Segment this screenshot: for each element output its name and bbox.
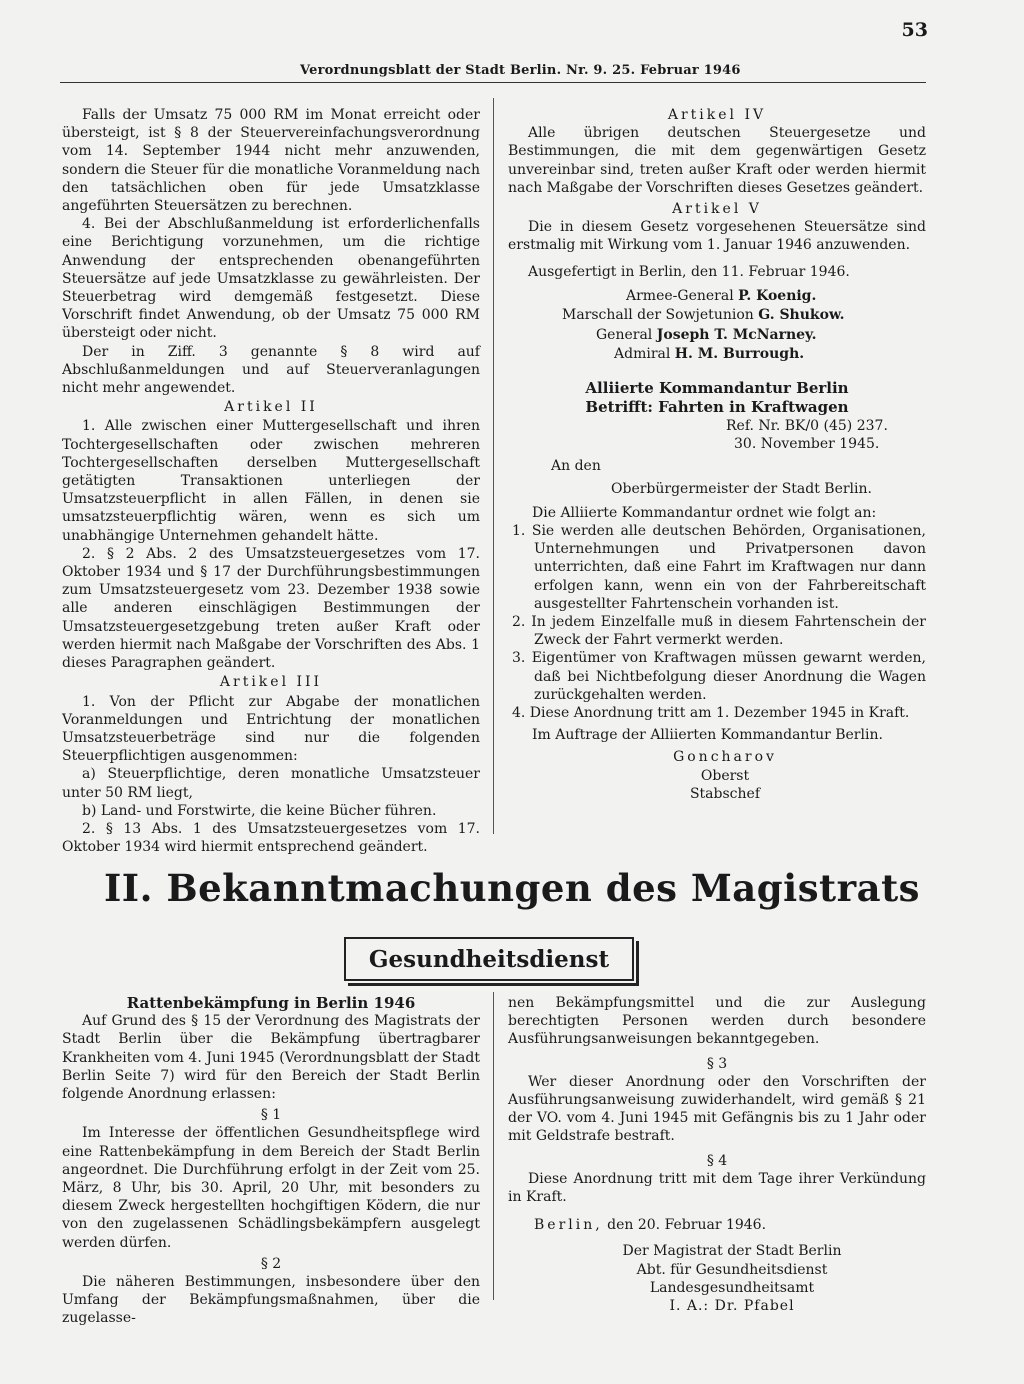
paragraph: Falls der Umsatz 75 000 RM im Monat erreicht oder übersteigt, ist § 8 der Steuervereinfachungsverordnung vom 14. September 1944 nicht mehr anzuwenden, sondern die Steuer für die monatliche Voranmeldung nach den tatsächlichen oben für jede Umsatzklasse angeführten Steuersätzen zu berechnen. — [62, 107, 480, 215]
paragraph: Die näheren Bestimmungen, insbesondere über den Umfang der Bekämpfungsmaßnahmen, über die zugelasse- — [62, 1274, 480, 1327]
page-number: 53 — [901, 19, 928, 41]
paragraph: a) Steuerpflichtige, deren monatliche Umsatzsteuer unter 50 RM liegt, — [62, 766, 480, 801]
order-item: 3. Eigentümer von Kraftwagen müssen gewarnt werden, daß bei Nichtbefolgung dieser Anordnung die Wagen zurückgehalten werden. — [512, 650, 926, 703]
paragraph: 4. Bei der Abschlußanmeldung ist erforderlichenfalls eine Berichtigung vorzunehmen, um die richtige Anwendung der entsprechenden obenangeführten Steuersätze auf jede Umsatzklasse zu gewährleisten. Der Steuerbetrag wird demgemäß festgesetzt. Diese Vorschrift findet Anwendung, ob der Umsatz 75 000 RM übersteigt oder nicht. — [62, 216, 480, 342]
signer: I. A.: Dr. Pfabel — [669, 1298, 795, 1315]
signatory: Admiral H. M. Burrough. — [614, 346, 805, 363]
reference-date: 30. November 1945. — [734, 436, 880, 453]
paragraph-sign: § 1 — [260, 1107, 282, 1124]
paragraph-sign: § 3 — [706, 1055, 728, 1072]
right-upper-column — [508, 106, 926, 803]
reference: Ref. Nr. BK/0 (45) 237. — [726, 418, 888, 435]
article-heading: Artikel II — [224, 399, 318, 416]
paragraph: 1. Alle zwischen einer Muttergesellschaft und ihren Tochtergesellschaften oder zwischen mehreren Tochtergesellschaften derselben Muttergesellschaft getätigten Transaktionen unterliegen der Umsatzsteuerpflicht in allen Fällen, in denen sie umsatzsteuerpflichtig wären, wenn es sich um unabhängige Unternehmen gehandelt hätte. — [62, 418, 480, 544]
signer-role: Stabschef — [689, 785, 761, 802]
order-item: 4. Diese Anordnung tritt am 1. Dezember 1945 in Kraft. — [512, 705, 910, 722]
running-header: Verordnungsblatt der Stadt Berlin. Nr. 9. 25. Februar 1946 — [300, 63, 741, 78]
paragraph: nen Bekämpfungsmittel und die zur Auslegung berechtigten Personen werden durch besondere Ausführungsanweisungen bekanntgegeben. — [508, 995, 926, 1048]
right-lower-column — [508, 994, 926, 1315]
paragraph: 2. § 13 Abs. 1 des Umsatzsteuergesetzes vom 17. Oktober 1934 wird hiermit entsprechend geändert. — [62, 820, 480, 856]
signatories — [508, 287, 926, 365]
header-rule — [60, 82, 926, 83]
paragraph-sign: § 4 — [706, 1152, 728, 1169]
paragraph: b) Land- und Forstwirte, die keine Bücher führen. — [82, 802, 437, 819]
authority-line: Der Magistrat der Stadt Berlin — [622, 1243, 842, 1260]
authority-line: Abt. für Gesundheitsdienst — [636, 1261, 828, 1278]
recipient: Oberbürgermeister der Stadt Berlin. — [611, 480, 872, 497]
signer-name: Goncharov — [673, 749, 777, 766]
kommandantur-title: Alliierte Kommandantur Berlin — [585, 378, 849, 397]
paragraph: 1. Von der Pflicht zur Abgabe der monatlichen Voranmeldungen und Entrichtung der monatlichen Umsatzsteuerbeträge sind nur die folgenden Steuerpflichtigen ausgenommen: — [62, 693, 480, 765]
article-heading: Artikel IV — [667, 107, 767, 123]
place-date: Berlin, den 20. Februar 1946. — [534, 1217, 767, 1234]
paragraph: 2. § 2 Abs. 2 des Umsatzsteuergesetzes vom 17. Oktober 1934 und § 17 der Durchführungsbestimmungen zum Umsatzsteuergesetz vom 23. Dezember 1938 sowie alle anderen einschlägigen Bestimmungen der Umsatzsteuergesetzgebung treten außer Kraft oder werden hiermit nach Maßgabe der Vorschriften des Abs. 1 dieses Paragraphen geändert. — [62, 545, 480, 672]
section-title: II. Bekanntmachungen des Magistrats — [103, 866, 921, 910]
auftrag-line: Im Auftrage der Alliierten Kommandantur Berlin. — [532, 727, 883, 744]
left-upper-column — [62, 106, 480, 856]
order-item: 1. Sie werden alle deutschen Behörden, Organisationen, Unternehmungen und Privatpersonen davon unterrichten, daß eine Fahrt im Kraftwagen nur dann erfolgen kann, wenn ein von der Fahrbereitschaft ausgestellter Fahrtenschein vorhanden ist. — [512, 523, 926, 612]
paragraph: Diese Anordnung tritt mit dem Tage ihrer Verkündung in Kraft. — [508, 1170, 926, 1206]
signer-rank: Oberst — [700, 767, 750, 784]
paragraph: Auf Grund des § 15 der Verordnung des Magistrats der Stadt Berlin über die Bekämpfung übertragbarer Krankheiten vom 4. Juni 1945 (Verordnungsblatt der Stadt Berlin Seite 7) wird für den Bereich der Stadt Berlin folgende Anordnung erlassen: — [62, 1013, 480, 1103]
paragraph: Alle übrigen deutschen Steuergesetze und Bestimmungen, die mit dem gegenwärtigen Gesetz unvereinbar sind, treten außer Kraft oder werden hiermit nach Maßgabe der Vorschriften dieses Gesetzes geändert. — [508, 125, 926, 196]
signatory: General Joseph T. McNarney. — [596, 326, 817, 343]
issued-line: Ausgefertigt in Berlin, den 11. Februar 1946. — [528, 263, 850, 280]
signatory: Marschall der Sowjetunion G. Shukow. — [562, 307, 845, 324]
paragraph-sign: § 2 — [260, 1255, 282, 1272]
kommandantur-subject: Betrifft: Fahrten in Kraftwagen — [585, 398, 849, 417]
paragraph: Die in diesem Gesetz vorgesehenen Steuersätze sind erstmalig mit Wirkung vom 1. Januar 1946 anzuwenden. — [508, 219, 926, 254]
order-item: 2. In jedem Einzelfalle muß in diesem Fahrtenschein der Zweck der Fahrt vermerkt werden. — [512, 614, 926, 649]
article-heading: Artikel III — [219, 674, 323, 691]
notice-heading: Rattenbekämpfung in Berlin 1946 — [126, 994, 416, 1012]
column-divider-lower — [493, 992, 494, 1300]
column-divider-upper — [493, 98, 494, 834]
address-an-den: An den — [551, 458, 601, 475]
signatory: Armee-General P. Koenig. — [626, 287, 817, 304]
paragraph: Im Interesse der öffentlichen Gesundheitspflege wird eine Rattenbekämpfung in dem Bereich der Stadt Berlin angeordnet. Die Durchführung erfolgt in der Zeit vom 25. März, 8 Uhr, bis 30. April, 20 Uhr, mit besonders zu diesem Zweck hergestellten hochgiftigen Ködern, die nur von den zugelassenen Schädlingsbekämpfern ausgelegt werden dürfen. — [62, 1125, 480, 1251]
authority-line: Landesgesundheitsamt — [649, 1279, 815, 1296]
article-heading: Artikel V — [672, 201, 762, 218]
box-title: Gesundheitsdienst — [344, 937, 634, 981]
paragraph: Wer dieser Anordnung oder den Vorschriften der Ausführungsanweisung zuwiderhandelt, wird gemäß § 21 der VO. vom 4. Juni 1945 mit Gefängnis bis zu 1 Jahr oder mit Geldstrafe bestraft. — [508, 1073, 926, 1145]
order-intro: Die Alliierte Kommandantur ordnet wie folgt an: — [532, 504, 877, 521]
paragraph: Der in Ziff. 3 genannte § 8 wird auf Abschlußanmeldungen und auf Steuerveranlagungen nicht mehr angewendet. — [62, 343, 480, 397]
left-lower-column — [62, 994, 480, 1328]
